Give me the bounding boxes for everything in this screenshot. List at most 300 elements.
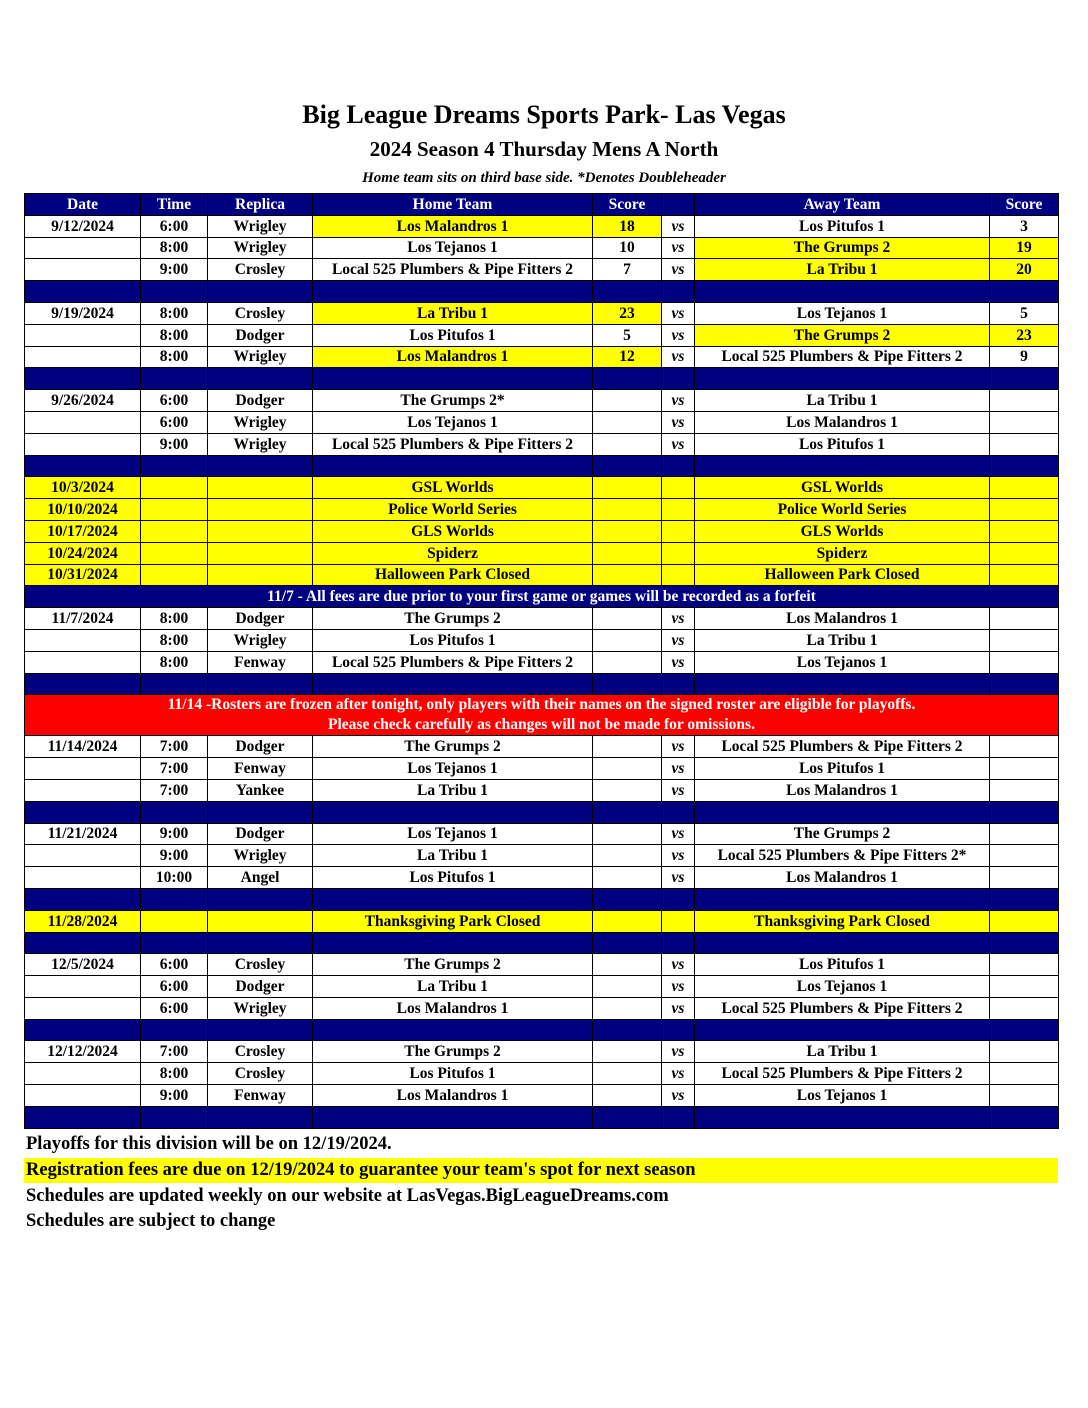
date-cell: 11/21/2024 — [25, 823, 141, 845]
time-cell: 7:00 — [141, 779, 208, 801]
game-row — [25, 758, 1059, 780]
away-team-cell: La Tribu 1 — [695, 629, 990, 651]
separator-cell — [313, 673, 593, 695]
separator-cell — [313, 455, 593, 477]
vs-cell — [662, 564, 695, 586]
home-team-cell: Los Tejanos 1 — [313, 823, 593, 845]
replica-cell: Dodger — [208, 736, 313, 758]
page-title: Big League Dreams Sports Park- Las Vegas — [302, 100, 786, 129]
date-cell — [25, 1085, 141, 1107]
away-score-cell: 20 — [990, 259, 1059, 281]
time-cell: 9:00 — [141, 823, 208, 845]
separator-cell — [313, 1019, 593, 1041]
date-cell: 9/19/2024 — [25, 302, 141, 324]
col-home-score: Score — [593, 194, 662, 216]
away-team-cell: La Tribu 1 — [695, 1041, 990, 1063]
home-score-cell — [593, 608, 662, 630]
home-team-cell: La Tribu 1 — [313, 779, 593, 801]
away-team-cell: Los Tejanos 1 — [695, 302, 990, 324]
replica-cell: Wrigley — [208, 411, 313, 433]
home-score-cell — [593, 997, 662, 1019]
vs-cell: vs — [662, 390, 695, 412]
home-team-cell: Los Pitufos 1 — [313, 867, 593, 889]
vs-cell: vs — [662, 608, 695, 630]
home-team-cell: The Grumps 2* — [313, 390, 593, 412]
vs-cell: vs — [662, 215, 695, 237]
replica-cell: Dodger — [208, 390, 313, 412]
replica-cell: Yankee — [208, 779, 313, 801]
away-score-cell — [990, 1041, 1059, 1063]
away-team-cell: Local 525 Plumbers & Pipe Fitters 2* — [695, 845, 990, 867]
away-team-cell: Halloween Park Closed — [695, 564, 990, 586]
date-cell: 12/12/2024 — [25, 1041, 141, 1063]
date-cell — [25, 651, 141, 673]
home-score-cell — [593, 823, 662, 845]
home-score-cell — [593, 651, 662, 673]
home-score-cell — [593, 1041, 662, 1063]
game-row — [25, 433, 1059, 455]
date-cell — [25, 1063, 141, 1085]
roster-alert-line-2: Please check carefully as changes will not be made for omissions. — [328, 716, 755, 734]
away-team-cell: The Grumps 2 — [695, 823, 990, 845]
vs-cell: vs — [662, 324, 695, 346]
time-cell — [141, 520, 208, 542]
away-score-cell — [990, 736, 1059, 758]
vs-cell: vs — [662, 1041, 695, 1063]
schedule-body — [25, 215, 1059, 1128]
time-cell: 9:00 — [141, 1085, 208, 1107]
home-score-cell: 5 — [593, 324, 662, 346]
replica-cell: Crosley — [208, 259, 313, 281]
date-cell: 10/31/2024 — [25, 564, 141, 586]
roster-alert-line-1: 11/14 -Rosters are frozen after tonight, only players with their names on the signed roster are eligible for playoffs. — [167, 696, 916, 714]
away-team-cell: Local 525 Plumbers & Pipe Fitters 2 — [695, 346, 990, 368]
replica-cell: Crosley — [208, 1041, 313, 1063]
date-cell: 11/14/2024 — [25, 736, 141, 758]
separator-cell — [208, 281, 313, 303]
date-cell — [25, 997, 141, 1019]
away-score-cell: 5 — [990, 302, 1059, 324]
separator-cell — [662, 801, 695, 823]
game-row — [25, 954, 1059, 976]
away-team-cell: La Tribu 1 — [695, 259, 990, 281]
separator-cell — [593, 281, 662, 303]
event-row — [25, 910, 1059, 932]
separator-cell — [593, 455, 662, 477]
separator-cell — [141, 1106, 208, 1128]
home-score-cell — [593, 758, 662, 780]
separator-cell — [208, 1019, 313, 1041]
away-score-cell — [990, 629, 1059, 651]
separator-cell — [695, 455, 990, 477]
col-vs — [662, 194, 695, 216]
separator-cell — [593, 932, 662, 954]
game-row — [25, 736, 1059, 758]
home-score-cell — [593, 390, 662, 412]
away-team-cell: Los Malandros 1 — [695, 608, 990, 630]
website-note: Schedules are updated weekly on our website at LasVegas.BigLeagueDreams.com — [26, 1186, 669, 1206]
away-team-cell: Los Tejanos 1 — [695, 651, 990, 673]
header-row — [25, 194, 1059, 216]
schedule-table — [24, 193, 1059, 1129]
replica-cell: Dodger — [208, 976, 313, 998]
home-team-cell: Los Pitufos 1 — [313, 629, 593, 651]
away-score-cell — [990, 845, 1059, 867]
replica-cell: Fenway — [208, 651, 313, 673]
separator-cell — [25, 888, 141, 910]
separator-cell — [662, 455, 695, 477]
vs-cell: vs — [662, 736, 695, 758]
home-team-cell: The Grumps 2 — [313, 1041, 593, 1063]
vs-cell: vs — [662, 779, 695, 801]
away-team-cell: The Grumps 2 — [695, 324, 990, 346]
playoffs-note: Playoffs for this division will be on 12/19/2024. — [26, 1134, 392, 1154]
event-row — [25, 499, 1059, 521]
date-cell — [25, 411, 141, 433]
separator-cell — [141, 673, 208, 695]
time-cell: 10:00 — [141, 867, 208, 889]
replica-cell: Fenway — [208, 758, 313, 780]
home-score-cell — [593, 976, 662, 998]
separator-cell — [593, 801, 662, 823]
separator-cell — [990, 368, 1059, 390]
replica-cell — [208, 499, 313, 521]
date-cell: 10/10/2024 — [25, 499, 141, 521]
game-row — [25, 1063, 1059, 1085]
separator-cell — [25, 932, 141, 954]
date-cell — [25, 845, 141, 867]
time-cell: 8:00 — [141, 237, 208, 259]
away-team-cell: Local 525 Plumbers & Pipe Fitters 2 — [695, 1063, 990, 1085]
time-cell: 8:00 — [141, 629, 208, 651]
home-score-cell — [593, 1063, 662, 1085]
season-subtitle: 2024 Season 4 Thursday Mens A North — [369, 137, 719, 161]
replica-cell — [208, 564, 313, 586]
away-team-cell: The Grumps 2 — [695, 237, 990, 259]
away-score-cell — [990, 499, 1059, 521]
replica-cell: Wrigley — [208, 629, 313, 651]
home-team-cell: Los Tejanos 1 — [313, 237, 593, 259]
time-cell: 8:00 — [141, 324, 208, 346]
home-team-cell: The Grumps 2 — [313, 954, 593, 976]
separator-cell — [662, 673, 695, 695]
col-away-score: Score — [990, 194, 1059, 216]
away-score-cell — [990, 1085, 1059, 1107]
time-cell: 6:00 — [141, 390, 208, 412]
away-team-cell: Los Malandros 1 — [695, 411, 990, 433]
away-score-cell: 9 — [990, 346, 1059, 368]
date-cell — [25, 259, 141, 281]
separator-cell — [662, 888, 695, 910]
time-cell: 9:00 — [141, 259, 208, 281]
game-row — [25, 823, 1059, 845]
home-team-cell: Thanksgiving Park Closed — [313, 910, 593, 932]
time-cell: 7:00 — [141, 736, 208, 758]
date-cell — [25, 779, 141, 801]
separator-cell — [313, 281, 593, 303]
vs-cell: vs — [662, 433, 695, 455]
separator-cell — [141, 281, 208, 303]
time-cell — [141, 910, 208, 932]
date-cell — [25, 758, 141, 780]
home-team-cell: Spiderz — [313, 542, 593, 564]
game-row — [25, 997, 1059, 1019]
time-cell: 8:00 — [141, 302, 208, 324]
replica-cell — [208, 910, 313, 932]
home-team-cell: Local 525 Plumbers & Pipe Fitters 2 — [313, 433, 593, 455]
game-row — [25, 629, 1059, 651]
separator-cell — [313, 888, 593, 910]
separator-row — [25, 673, 1059, 695]
separator-cell — [593, 368, 662, 390]
date-cell: 11/7/2024 — [25, 608, 141, 630]
separator-row — [25, 281, 1059, 303]
game-row — [25, 324, 1059, 346]
home-score-cell — [593, 499, 662, 521]
away-score-cell — [990, 823, 1059, 845]
home-team-note: Home team sits on third base side. *Denotes Doubleheader — [362, 170, 726, 186]
date-cell: 10/24/2024 — [25, 542, 141, 564]
home-team-cell: Los Malandros 1 — [313, 215, 593, 237]
time-cell: 6:00 — [141, 976, 208, 998]
away-score-cell: 3 — [990, 215, 1059, 237]
game-row — [25, 411, 1059, 433]
separator-cell — [313, 801, 593, 823]
separator-cell — [695, 1106, 990, 1128]
separator-cell — [25, 455, 141, 477]
away-team-cell: Police World Series — [695, 499, 990, 521]
home-score-cell — [593, 411, 662, 433]
replica-cell: Crosley — [208, 302, 313, 324]
date-cell — [25, 976, 141, 998]
time-cell: 6:00 — [141, 215, 208, 237]
home-score-cell — [593, 477, 662, 499]
separator-cell — [593, 888, 662, 910]
subject-to-change-note: Schedules are subject to change — [26, 1211, 276, 1231]
col-date: Date — [25, 194, 141, 216]
replica-cell: Wrigley — [208, 346, 313, 368]
col-home-team: Home Team — [313, 194, 593, 216]
separator-cell — [990, 888, 1059, 910]
home-team-cell: Los Malandros 1 — [313, 997, 593, 1019]
separator-cell — [695, 1019, 990, 1041]
separator-cell — [662, 1106, 695, 1128]
separator-cell — [141, 801, 208, 823]
replica-cell: Fenway — [208, 1085, 313, 1107]
away-score-cell — [990, 390, 1059, 412]
game-row — [25, 651, 1059, 673]
separator-cell — [25, 1019, 141, 1041]
vs-cell: vs — [662, 411, 695, 433]
vs-cell: vs — [662, 651, 695, 673]
away-team-cell: Los Pitufos 1 — [695, 758, 990, 780]
separator-cell — [990, 1106, 1059, 1128]
vs-cell: vs — [662, 237, 695, 259]
date-cell — [25, 324, 141, 346]
date-cell: 12/5/2024 — [25, 954, 141, 976]
home-score-cell — [593, 629, 662, 651]
away-team-cell: La Tribu 1 — [695, 390, 990, 412]
home-score-cell — [593, 867, 662, 889]
date-cell: 10/3/2024 — [25, 477, 141, 499]
separator-cell — [313, 1106, 593, 1128]
away-score-cell: 19 — [990, 237, 1059, 259]
time-cell: 6:00 — [141, 997, 208, 1019]
separator-cell — [313, 932, 593, 954]
away-score-cell — [990, 608, 1059, 630]
home-team-cell: Local 525 Plumbers & Pipe Fitters 2 — [313, 651, 593, 673]
separator-cell — [662, 1019, 695, 1041]
replica-cell: Wrigley — [208, 433, 313, 455]
vs-cell — [662, 520, 695, 542]
separator-cell — [208, 932, 313, 954]
home-score-cell — [593, 520, 662, 542]
away-score-cell — [990, 976, 1059, 998]
separator-row — [25, 801, 1059, 823]
home-score-cell: 12 — [593, 346, 662, 368]
replica-cell — [208, 477, 313, 499]
separator-cell — [990, 932, 1059, 954]
notice-text: 11/7 - All fees are due prior to your first game or games will be recorded as a forfeit — [25, 586, 1059, 608]
separator-cell — [208, 1106, 313, 1128]
separator-cell — [208, 888, 313, 910]
away-score-cell — [990, 520, 1059, 542]
registration-note: Registration fees are due on 12/19/2024 to guarantee your team's spot for next season — [24, 1158, 1058, 1183]
vs-cell: vs — [662, 997, 695, 1019]
home-team-cell: Halloween Park Closed — [313, 564, 593, 586]
event-row — [25, 520, 1059, 542]
away-score-cell — [990, 954, 1059, 976]
replica-cell: Wrigley — [208, 845, 313, 867]
home-score-cell: 10 — [593, 237, 662, 259]
away-team-cell: GSL Worlds — [695, 477, 990, 499]
away-score-cell — [990, 477, 1059, 499]
col-time: Time — [141, 194, 208, 216]
separator-cell — [208, 455, 313, 477]
home-team-cell: The Grumps 2 — [313, 608, 593, 630]
separator-row — [25, 932, 1059, 954]
replica-cell: Crosley — [208, 954, 313, 976]
separator-cell — [25, 368, 141, 390]
separator-cell — [25, 673, 141, 695]
home-team-cell: Los Tejanos 1 — [313, 758, 593, 780]
game-row — [25, 237, 1059, 259]
vs-cell — [662, 910, 695, 932]
separator-cell — [208, 368, 313, 390]
time-cell — [141, 542, 208, 564]
col-replica: Replica — [208, 194, 313, 216]
game-row — [25, 302, 1059, 324]
separator-row — [25, 455, 1059, 477]
home-score-cell — [593, 433, 662, 455]
separator-cell — [695, 801, 990, 823]
time-cell: 6:00 — [141, 411, 208, 433]
home-score-cell — [593, 845, 662, 867]
date-cell: 11/28/2024 — [25, 910, 141, 932]
away-score-cell — [990, 411, 1059, 433]
home-score-cell — [593, 954, 662, 976]
separator-cell — [662, 368, 695, 390]
home-score-cell: 23 — [593, 302, 662, 324]
away-score-cell — [990, 758, 1059, 780]
separator-cell — [662, 281, 695, 303]
game-row — [25, 608, 1059, 630]
home-team-cell: Police World Series — [313, 499, 593, 521]
vs-cell: vs — [662, 346, 695, 368]
time-cell: 8:00 — [141, 651, 208, 673]
vs-cell: vs — [662, 867, 695, 889]
date-cell: 9/26/2024 — [25, 390, 141, 412]
separator-cell — [208, 673, 313, 695]
away-team-cell: Los Pitufos 1 — [695, 433, 990, 455]
home-team-cell: Los Pitufos 1 — [313, 1063, 593, 1085]
away-team-cell: Spiderz — [695, 542, 990, 564]
game-row — [25, 1085, 1059, 1107]
away-team-cell: Los Pitufos 1 — [695, 954, 990, 976]
time-cell: 8:00 — [141, 608, 208, 630]
separator-cell — [990, 281, 1059, 303]
replica-cell: Dodger — [208, 823, 313, 845]
separator-cell — [141, 455, 208, 477]
home-team-cell: Los Malandros 1 — [313, 346, 593, 368]
vs-cell: vs — [662, 629, 695, 651]
date-cell: 9/12/2024 — [25, 215, 141, 237]
home-team-cell: Los Pitufos 1 — [313, 324, 593, 346]
away-team-cell: Local 525 Plumbers & Pipe Fitters 2 — [695, 997, 990, 1019]
game-row — [25, 390, 1059, 412]
time-cell — [141, 499, 208, 521]
vs-cell: vs — [662, 976, 695, 998]
separator-cell — [141, 932, 208, 954]
away-team-cell: Los Tejanos 1 — [695, 976, 990, 998]
home-score-cell — [593, 542, 662, 564]
separator-cell — [695, 932, 990, 954]
separator-cell — [25, 281, 141, 303]
vs-cell: vs — [662, 302, 695, 324]
separator-row — [25, 888, 1059, 910]
away-score-cell — [990, 542, 1059, 564]
home-team-cell: Los Malandros 1 — [313, 1085, 593, 1107]
separator-cell — [141, 888, 208, 910]
vs-cell — [662, 499, 695, 521]
separator-cell — [990, 1019, 1059, 1041]
game-row — [25, 259, 1059, 281]
date-cell — [25, 867, 141, 889]
time-cell: 8:00 — [141, 346, 208, 368]
roster-alert-row — [25, 695, 1059, 736]
time-cell — [141, 477, 208, 499]
game-row — [25, 1041, 1059, 1063]
home-score-cell: 7 — [593, 259, 662, 281]
game-row — [25, 867, 1059, 889]
separator-cell — [695, 888, 990, 910]
time-cell: 8:00 — [141, 1063, 208, 1085]
separator-cell — [695, 281, 990, 303]
home-score-cell — [593, 736, 662, 758]
game-row — [25, 779, 1059, 801]
vs-cell: vs — [662, 1063, 695, 1085]
vs-cell — [662, 477, 695, 499]
separator-cell — [593, 1019, 662, 1041]
away-team-cell: Local 525 Plumbers & Pipe Fitters 2 — [695, 736, 990, 758]
separator-cell — [141, 368, 208, 390]
separator-cell — [141, 1019, 208, 1041]
away-team-cell: Los Tejanos 1 — [695, 1085, 990, 1107]
separator-cell — [593, 673, 662, 695]
separator-row — [25, 1106, 1059, 1128]
away-score-cell — [990, 433, 1059, 455]
date-cell — [25, 346, 141, 368]
